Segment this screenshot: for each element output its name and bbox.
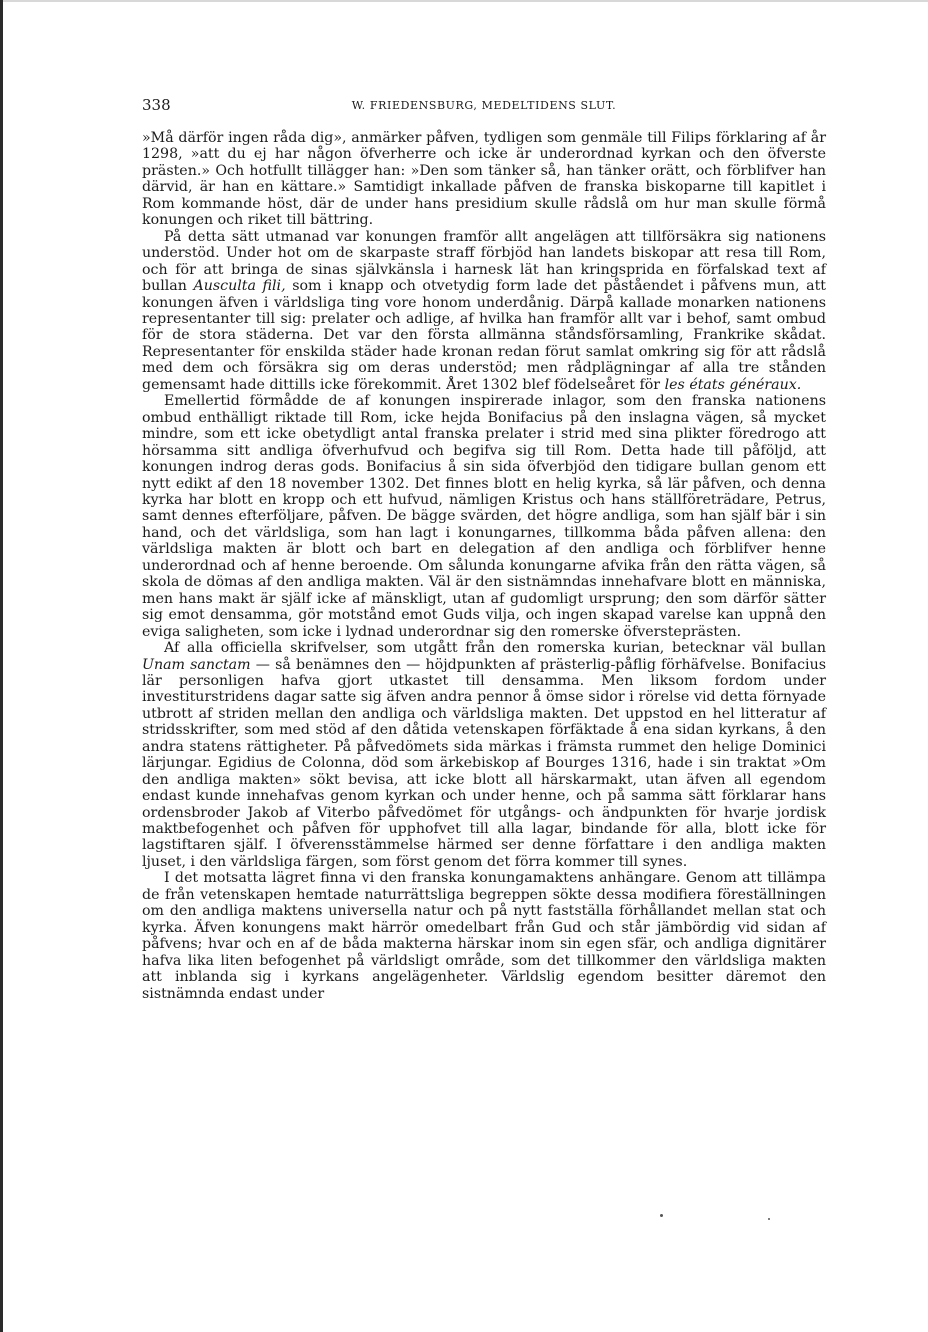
paragraph-2-part-1: På detta sätt utmanad var konungen framför allt angelägen att tillförsäkra sig nationens understöd. Under hot om de skarpaste straff förbjöd han landets biskopar att resa till Rom, och för att bringa de sinas självkänsla i harnesk lät han kringsprida en förfalskad text af bullan bbox=[142, 228, 826, 295]
paragraph-4-part-2: — så benämnes den — höjdpunkten af prästerlig-påflig förhäfvelse. Bonifacius lär personligen hafva gjort utkastet till densamma. Men liksom fordom under investiturstridens dagar satte sig äfven andra pennor å ömse sidor i rörelse vid detta förnyade utbrott af striden mellan den andliga och världsliga makten. Det uppstod en hel litteratur af stridsskrifter, som med stöd af den dåtida vetenskapen förfäktade å ena sidan kyrkans, å den andra statens rättigheter. På påfvedömets sida märkas i främsta rummet den helige Dominici lärjungar. Egidius de Colonna, död som ärkebiskop af Bourges 1316, hade i sin traktat »Om den andliga makten» sökt bevisa, att icke blott all härskarmakt, utan äfven all egendom endast kunde innehafvas genom kyrkan och under henne, och på samma sätt förklarar hans ordensbroder Jakob af Viterbo påfvedömet för utgångs- och ändpunkten för hvarje jordisk maktbefogenhet och påfven för upphofvet till alla lagar, bindande för alla, blott icke för lagstiftaren själf. I öfverensstämmelse härmed ser denne författare i den andliga makten ljuset, i den världsliga färgen, som först genom det förra kommer till synes. bbox=[142, 656, 827, 870]
page-header bbox=[142, 95, 826, 115]
paragraph-4-part-1: Af alla officiella skrifvelser, som utgått från den romerska kurian, betecknar väl bullan bbox=[164, 640, 826, 657]
bull-title-unam-sanctam: Unam sanctam bbox=[142, 656, 251, 673]
scan-speck bbox=[768, 1218, 770, 1220]
scan-speck bbox=[660, 1214, 663, 1217]
paragraph-3: Emellertid förmådde de af konungen inspirerade inlagor, som den franska nationens ombud enthälligt riktade till Rom, icke hejda Bonifacius på den inslagna vägen, så mycket mindre, som ett icke obetydligt antal franska prelater i strid med sina plikter föredrogo att hörsamma sitt andliga öfverhufvud och begifva sig till Rom. Detta hade till påföljd, att konungen indrog deras gods. Bonifacius å sin sida öfverbjöd den tidigare bullan genom ett nytt edikt af den 18 november 1302. Det finnes blott en helig kyrka, så lär påfven, och denna kyrka har blott en kropp och ett hufvud, nämligen Kristus och hans ställföreträdare, Petrus, samt dennes efterföljare, påfven. De bägge svärden, det högre andliga, som han själf bär i sin hand, och det världsliga, som han lagt i konungarnes, tillkomma båda påfven allena: den världsliga makten är blott och bart en delegation af den andliga och förblifver henne underordnad och af henne beroende. Om sålunda konungarne afvika från den rätta vägen, så skola de dömas af den andliga makten. Väl är den sistnämndas innehafvare blott en människa, men hans makt är själf icke af mänskligt, utan af gudomligt ursprung; den som därför sätter sig emot densamma, gör motstånd emot Guds vilja, och ingen skapad varelse kan uppnå den eviga saligheten, som icke i lydnad underordnar sig den romerske öfversteprästen. bbox=[142, 393, 826, 640]
page-number: 338 bbox=[142, 96, 171, 114]
bull-title-ausculta-fili: Ausculta fili, bbox=[193, 278, 286, 295]
page-top-edge bbox=[0, 0, 928, 2]
paragraph-2-part-2: som i knapp och otvetydig form lade det påståendet i påfvens mun, att konungen äfven i världsliga ting vore honom underdånig. Därpå kallade monarken nationens representanter till sig: prelater och adlige, af hvilka han framför allt var i behof, samt ombud för de stora städerna. Det var den första allmänna ståndsförsamling, Frankrike skådat. Representanter för enskilda städer hade kronan redan förut samlat omkring sig för att rådslå med dem och försäkra sig om deras understöd; men rådplägningar af alla tre stånden gemensamt hade dittills icke förekommit. Året 1302 blef födelseåret för bbox=[142, 278, 826, 393]
paragraph-1: »Må därför ingen råda dig», anmärker påfven, tydligen som genmäle till Filips förklaring af år 1298, »att du ej har någon öfverherre och icke är underordnad kyrkan och den öfverste prästen.» Och hotfullt tillägger han: »Den som tänker så, han tänker orätt, och förblifver han därvid, är han en kättare.» Samtidigt inkallade påfven de franska biskoparne till kapitlet i Rom kommande höst, där de under hans presidium skulle rådslå om hur man skulle förmå konungen och riket till bättring. bbox=[142, 130, 826, 229]
paragraph-4 bbox=[142, 640, 826, 870]
term-etats-generaux: les états généraux. bbox=[664, 376, 802, 393]
paragraph-5: I det motsatta lägret finna vi den franska konungamaktens anhängare. Genom att tillämpa de från vetenskapen hemtade naturrättsliga begreppen sökte dessa modifiera föreställningen om den andliga maktens universella natur och på nytt fastställa förhållandet mellan stat och kyrka. Äfven konungens makt härrör omedelbart från Gud och står jämbördig vid sidan af påfvens; hvar och en af de båda makterna härskar inom sin egen sfär, och andliga dignitärer hafva lika liten befogenhet på världsligt område, som det tillkommer den världsliga makten att inblanda sig i kyrkans angelägenheter. Världslig egendom besitter däremot den sistnämnda endast under bbox=[142, 870, 826, 1002]
running-head: W. FRIEDENSBURG, MEDELTIDENS SLUT. bbox=[351, 99, 617, 112]
body-text bbox=[142, 130, 826, 1002]
paragraph-2 bbox=[142, 229, 826, 394]
scan-left-border bbox=[0, 0, 3, 1332]
